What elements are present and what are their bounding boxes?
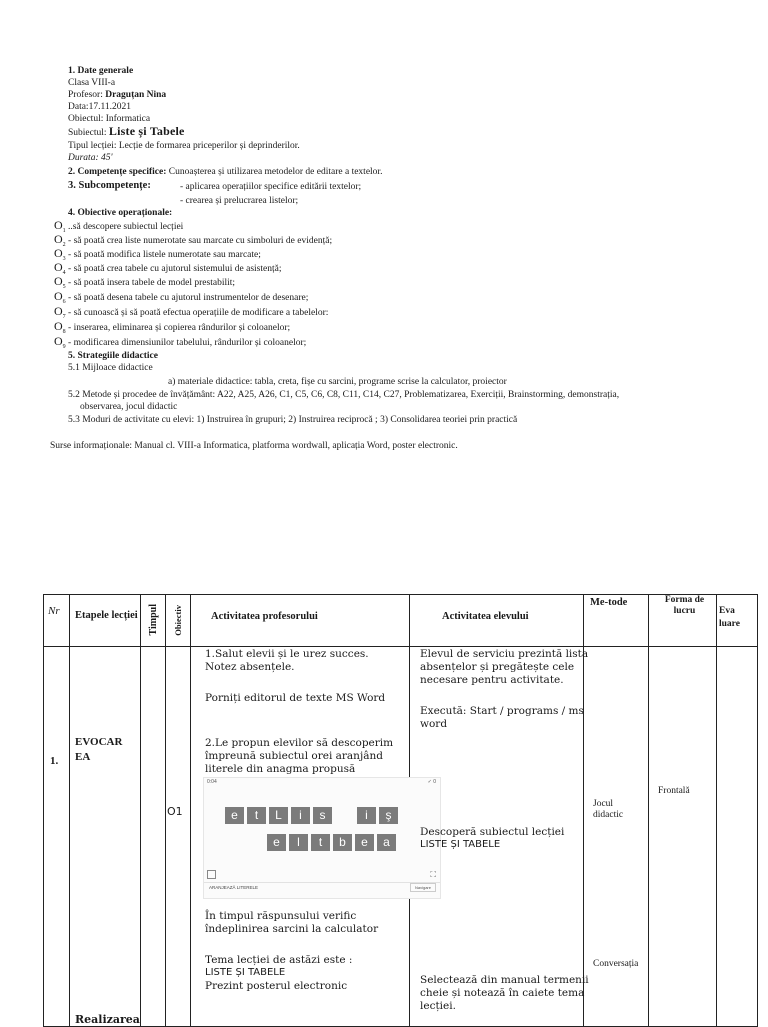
student-activity-6: Descoperă subiectul lecției — [420, 826, 565, 838]
objective-cell: O1 — [166, 647, 191, 1027]
game-timer: 0:04 — [207, 779, 217, 785]
objectives-heading: 4. Obiective operaționale: — [68, 208, 173, 218]
header-time: Timpul — [141, 595, 166, 647]
row-number-cell: 1. — [44, 647, 70, 1027]
subcompetence-1: - aplicarea operațiilor specifice editării textelor; — [180, 182, 362, 192]
header-objective: Obiectiv — [166, 595, 191, 647]
header-stages: Etapele lecției — [70, 595, 141, 647]
fullscreen-icon[interactable]: ⛶ — [430, 870, 436, 879]
student-activity-4: Execută: Start / programs / ms — [420, 705, 584, 717]
teacher-start-word: Porniți editorul de texte MS Word — [205, 692, 386, 704]
lesson-type-line: Tipul lecției: Lecție de formarea priceperilor și deprinderilor. — [68, 141, 300, 151]
strategies-heading: 5. Strategiile didactice — [68, 351, 158, 361]
letter-tile[interactable]: t — [247, 807, 266, 824]
topic-label: Subiectul: — [68, 128, 109, 138]
teacher-poster: Prezint posterul electronic — [205, 980, 348, 992]
materials-line: a) materiale didactice: tabla, creta, fișe cu sarcini, programe scrise la calculator, proiector — [168, 377, 507, 387]
duration-line: Durata: 45' — [68, 153, 113, 163]
subcompetences-heading: 3. Subcompetențe: — [68, 180, 151, 191]
objective-8: $O_8$ - inserarea, eliminarea și copierea rândurilor și coloanelor; — [54, 319, 291, 335]
header-methods: Me-tode — [584, 595, 649, 647]
teacher-task-3: literele din anagma propusă — [205, 763, 356, 775]
sources-line: Surse informaționale: Manual cl. VIII-a Informatica, platforma wordwall, aplicația Word, poster electronic. — [50, 441, 458, 451]
letter-tile[interactable]: i — [357, 807, 376, 824]
method-didactic-game: Jocul didactic — [593, 799, 624, 820]
objective-9: $O_9$ - modificarea dimensiunilor tabelului, rândurilor și coloanelor; — [54, 334, 307, 350]
student-activity-1: Elevul de serviciu prezintă lista — [420, 648, 589, 660]
activity-modes-line: 5.3 Moduri de activitate cu elevi: 1) Instruirea în grupuri; 2) Instruirea reciprocă ; 3) Consolidarea teoriei prin practică — [68, 415, 518, 425]
teacher-task-2: împreună subiectul orei aranjând — [205, 750, 383, 762]
methods-cell — [584, 647, 649, 1027]
objective-1: $O_1$ ..să descopere subiectul lecției — [54, 218, 184, 234]
teacher-topic-1: Tema lecției de astăzi este : — [205, 954, 353, 966]
anagram-game-image — [203, 777, 441, 899]
menu-icon[interactable] — [207, 870, 216, 879]
topic-value: Liste și Tabele — [108, 124, 185, 138]
objective-3: $O_3$ - să poată modifica listele numerotate sau marcate; — [54, 246, 261, 262]
objective-5: $O_5$ - să poată insera tabele de model prestabilit; — [54, 274, 236, 290]
letter-tile[interactable]: ş — [379, 807, 398, 824]
letter-tile[interactable]: e — [267, 834, 286, 851]
header-teacher-activity: Activitatea profesorului — [191, 595, 410, 647]
header-student-activity: Activitatea elevului — [410, 595, 584, 647]
objective-2: $O_2$ - să poată crea liste numerotate sau marcate cu simboluri de evidență; — [54, 232, 333, 248]
teacher-topic-2: LISTE ȘI TABELE — [205, 967, 286, 978]
table-header-row — [44, 595, 758, 647]
letter-tile[interactable]: e — [225, 807, 244, 824]
letter-tile[interactable]: i — [291, 807, 310, 824]
teacher-attendance: Notez absențele. — [205, 661, 295, 673]
header-work-form: Forma de lucru — [649, 595, 717, 647]
teacher-name: Draguțan Nina — [105, 90, 167, 100]
objective-7: $O_7$ - să cunoască și să poată efectua operațiile de modificare a tabelelor: — [54, 304, 329, 320]
letter-tile[interactable]: e — [355, 834, 374, 851]
letter-row-2 — [267, 833, 399, 851]
objective-4: $O_4$ - să poată crea tabele cu ajutorul sistemului de asistență; — [54, 260, 282, 276]
game-footer-label: ARANJEAZĂ LITERELE — [209, 885, 259, 890]
letter-gap — [335, 802, 354, 819]
means-line: 5.1 Mijloace didactice — [68, 363, 153, 373]
student-activity-2: absențelor și pregătește cele — [420, 661, 575, 673]
student-activity-3: necesare pentru activitate. — [420, 674, 564, 686]
objective-6: $O_6$ - să poată desena tabele cu ajutorul instrumentelor de desenare; — [54, 289, 309, 305]
letter-tile[interactable]: a — [377, 834, 396, 851]
letter-tile[interactable]: s — [313, 807, 332, 824]
student-activity-8: Selectează din manual termenii — [420, 974, 589, 986]
letter-tile[interactable]: b — [333, 834, 352, 851]
class-line: Clasa VIII-a — [68, 78, 116, 88]
competences-heading: 2. Competențe specifice: — [68, 167, 167, 177]
teacher-check-2: îndeplinirea sarcini la calculator — [205, 923, 379, 935]
method-conversation: Conversația — [593, 959, 639, 969]
time-cell — [141, 647, 166, 1027]
teacher-label: Profesor: — [68, 90, 106, 100]
competences-text: Cunoașterea și utilizarea metodelor de editare a textelor. — [166, 167, 383, 177]
header-evaluation: Eva luare — [717, 595, 758, 647]
work-form-cell — [649, 647, 717, 1027]
evaluation-cell — [717, 647, 758, 1027]
letter-tile[interactable]: L — [269, 807, 288, 824]
next-stage-label: Realizarea — [75, 1013, 140, 1026]
subject-line: Obiectul: Informatica — [68, 114, 151, 124]
date-line: Data:17.11.2021 — [68, 102, 131, 112]
methods-line: 5.2 Metode și procedee de învățământ: A22, A25, A26, C1, C5, C6, C8, C11, C14, C27, Problematizarea, Exerciții, Brainstorming, demonstrația, — [68, 390, 620, 400]
header-nr: Nr — [44, 595, 70, 647]
subcompetence-2: - crearea și prelucrarea listelor; — [180, 196, 299, 206]
topic-line — [68, 126, 185, 139]
teacher-task-1: 2.Le propun elevilor să descoperim — [205, 737, 394, 749]
student-activity-7: LISTE ȘI TABELE — [420, 839, 501, 850]
competences-line — [68, 167, 382, 178]
letter-tile[interactable]: l — [289, 834, 308, 851]
game-footer-divider — [204, 882, 440, 883]
student-activity-9: cheie și notează în caiete tema — [420, 987, 585, 999]
section-general-heading: 1. Date generale — [68, 66, 134, 76]
teacher-check-1: În timpul răspunsului verific — [205, 910, 357, 922]
letter-tile[interactable]: t — [311, 834, 330, 851]
methods-line-2: observarea, jocul didactic — [80, 402, 178, 412]
teacher-greeting: 1.Salut elevii și le urez succes. — [205, 648, 369, 660]
stage-cell: EVOCAR EA — [70, 647, 141, 1027]
work-form-frontal: Frontală — [658, 786, 690, 796]
teacher-line — [68, 90, 166, 101]
student-activity-10: lecției. — [420, 1000, 456, 1012]
game-nav-button[interactable]: Navigare — [410, 883, 436, 892]
game-score: ✓ 0 — [427, 779, 436, 785]
letter-row-1 — [225, 802, 401, 824]
student-activity-5: word — [420, 718, 448, 730]
